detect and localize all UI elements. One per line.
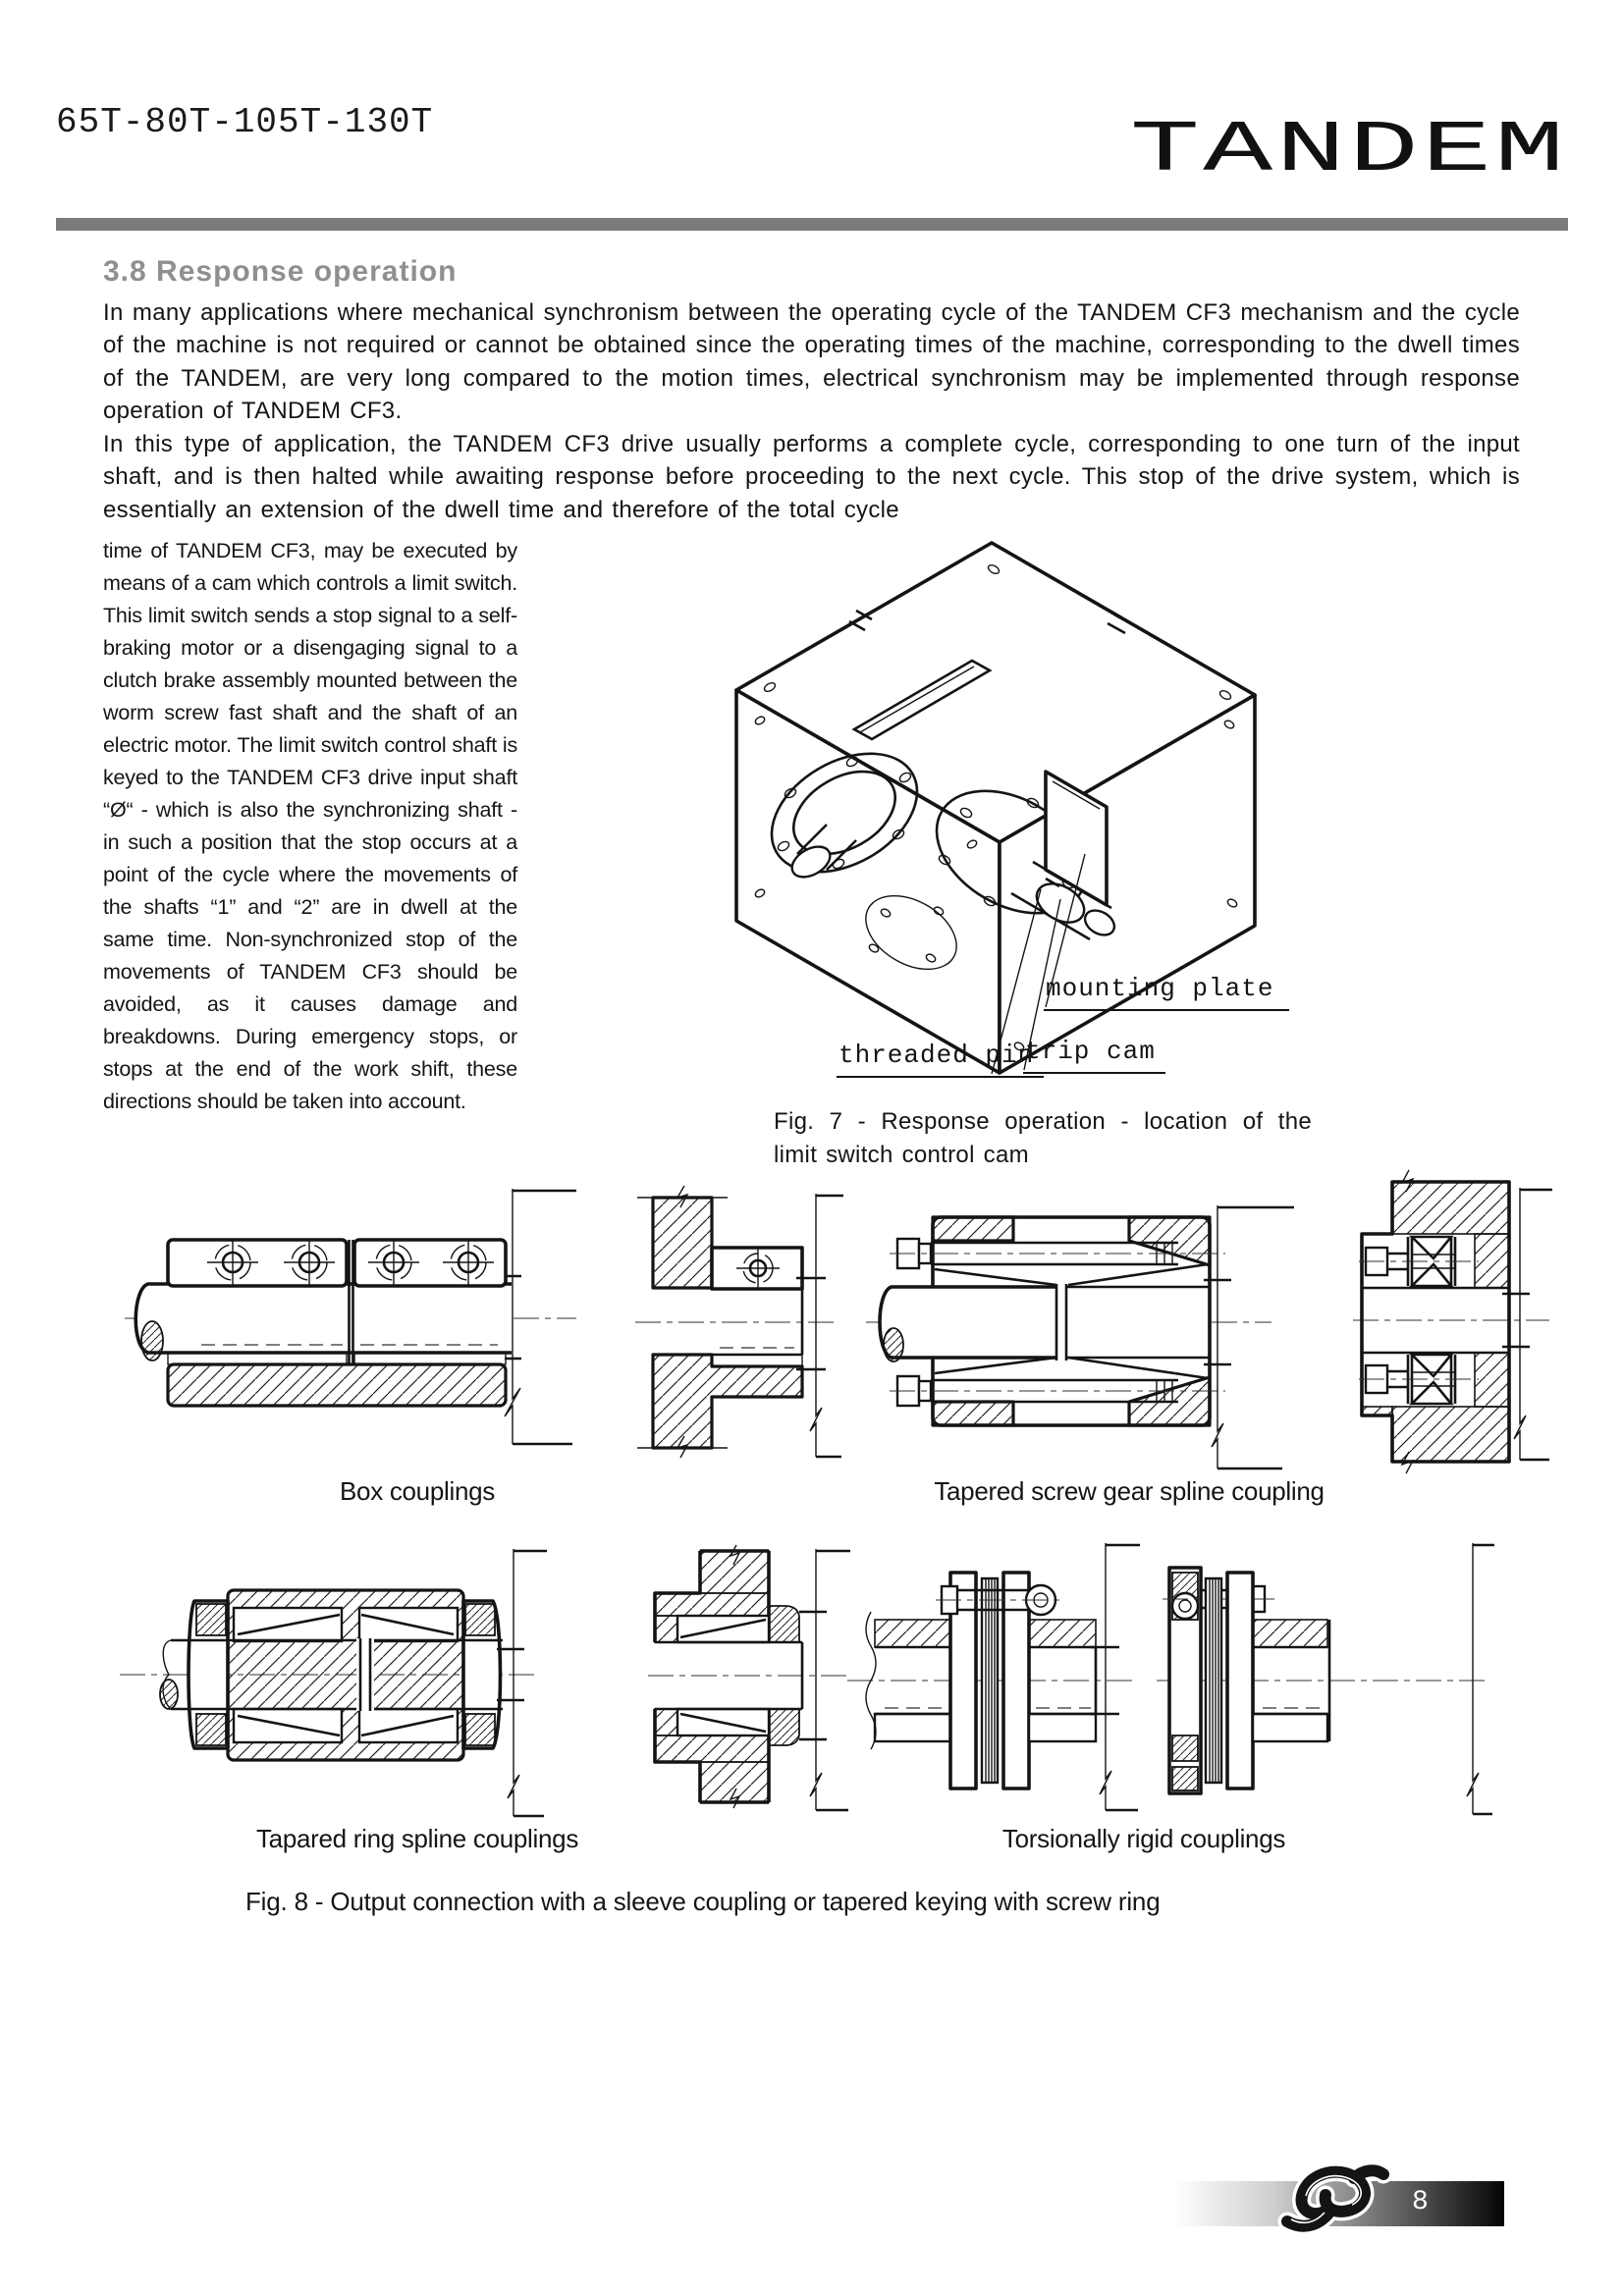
brand-knot-logo — [1271, 2153, 1409, 2243]
header-rule — [56, 218, 1568, 231]
fig8-caption: Fig. 8 - Output connection with a sleeve coupling or tapered keying with screw ring — [245, 1887, 1161, 1916]
caption-tapared-ring-couplings: Tapared ring spline couplings — [255, 1824, 579, 1853]
label-trip-cam: trip cam — [1023, 1037, 1165, 1074]
paragraph-2-column: time of TANDEM CF3, may be executed by means of a cam which controls a limit switch. This limit switch sends a stop signal to a self-braking motor or a disengaging signal to a clutch brake assembly mounted between the worm screw fast shaft and the shaft of an electric motor. The limit switch control shaft is keyed to the TANDEM CF3 drive input shaft “Ø“ - which is also the synchronizing shaft - in such a position that the stop occurs at a point of the cycle where the movements of the shafts “1” and “2” are in dwell at the same time. Non-synchronized stop of the movements of TANDEM CF3 should be avoided, as it causes damage and breakdowns. During emergency stops, or stops at the end of the work shift, these directions should be taken into account. — [103, 539, 517, 1113]
caption-torsionally-rigid-couplings: Torsionally rigid couplings — [1001, 1824, 1286, 1853]
caption-tapered-screw-coupling: Tapered screw gear spline coupling — [934, 1476, 1325, 1506]
drawing-wall-taper-hub-section — [648, 1549, 854, 1832]
brand-wordmark: TANDEM — [1129, 110, 1567, 192]
section-heading: 3.8 Response operation — [103, 255, 458, 288]
paragraph-2: In this type of application, the TANDEM CF3 drive usually performs a complete cycle, corresponding to one turn of the input shaft, and is then halted while awaiting response before proceeding to the next cycle. This stop of the drive system, which is essentially an extension of the dwell time and therefore of the total cycle — [103, 431, 1520, 523]
drawing-torsionally-rigid-coupling-2 — [1157, 1543, 1495, 1838]
label-mounting-plate: mounting plate — [1044, 974, 1289, 1011]
drawing-torsionally-rigid-coupling-1 — [847, 1543, 1142, 1838]
paragraph-1: In many applications where mechanical synchronism between the operating cycle of the TANDEM CF3 mechanism and the cycle of the machine is not required or cannot be obtained since the operating times of the machine, corresponding to the dwell times of the TANDEM, are very long compared to the motion times, electrical synchronism may be implemented through response operation of TANDEM CF3. — [103, 299, 1520, 425]
header-model-code: 65T-80T-105T-130T — [56, 102, 434, 142]
drawing-taper-ring-flange-section — [1353, 1170, 1554, 1479]
caption-box-couplings: Box couplings — [340, 1476, 495, 1506]
drawing-box-couplings — [123, 1144, 589, 1468]
drawing-tapared-ring-spline-coupling — [118, 1539, 550, 1826]
drawing-wall-hub-section — [633, 1131, 844, 1469]
drawing-tapered-screw-spline-coupling — [864, 1137, 1296, 1475]
fig7-caption: Fig. 7 - Response operation - location of the limit switch control cam — [774, 1108, 1312, 1168]
drawing-gearbox-isometric — [550, 528, 1414, 1097]
page-number: 8 — [1412, 2187, 1429, 2217]
label-threaded-pin: threaded pin — [837, 1041, 1044, 1078]
